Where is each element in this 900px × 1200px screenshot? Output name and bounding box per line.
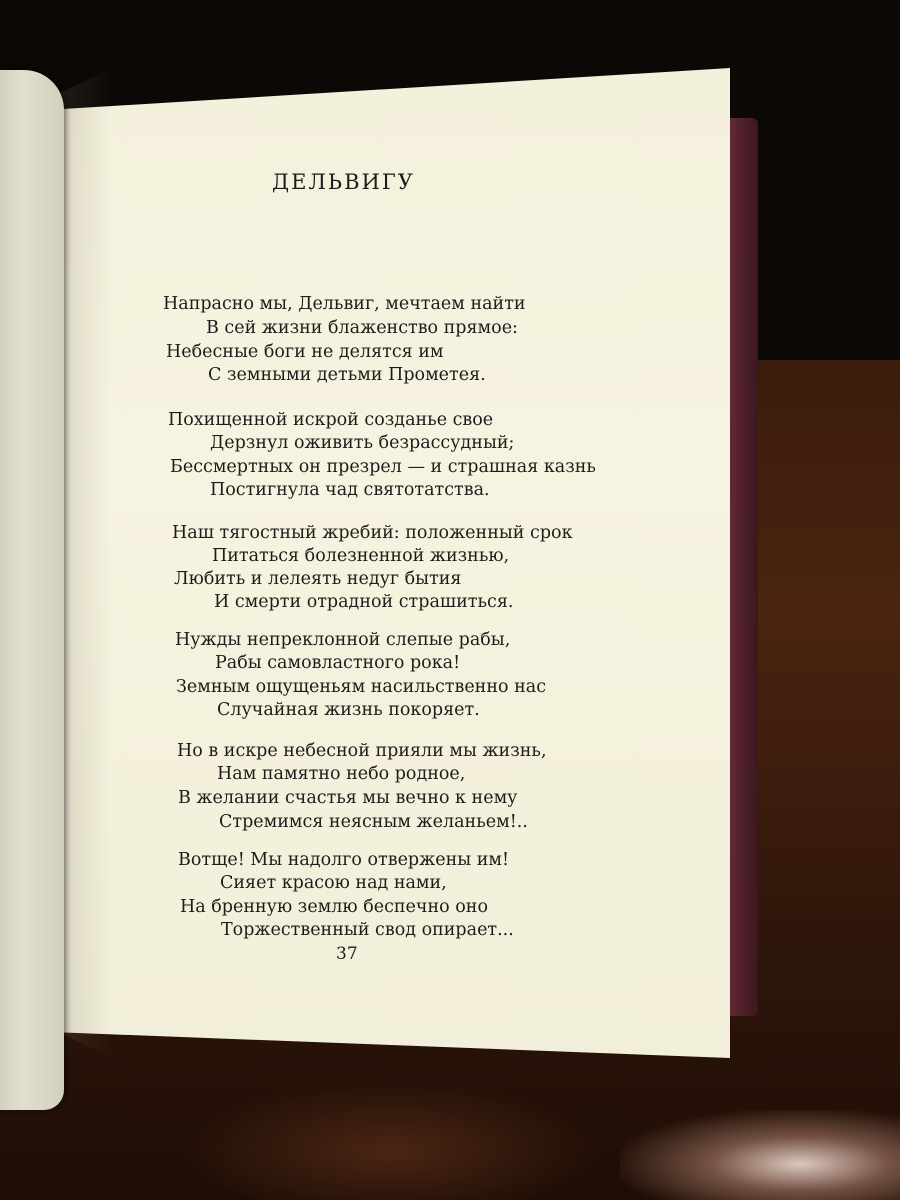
poem-line: Наш тягостный жребий: положенный срок <box>172 523 573 543</box>
poem-line: Нужды непреклонной слепые рабы, <box>175 630 511 650</box>
poem-line: Нам памятно небо родное, <box>217 764 466 784</box>
poem-line: В желании счастья мы вечно к нему <box>178 788 518 808</box>
poem-line: В сей жизни блаженство прямое: <box>206 318 518 338</box>
poem-line: Похищенной искрой созданье свое <box>168 410 494 430</box>
poem-line: С земными детьми Прометея. <box>208 365 486 385</box>
poem-line: Вотще! Мы надолго отвержены им! <box>178 850 510 870</box>
poem-line: Случайная жизнь покоряет. <box>217 700 480 720</box>
poem-line: Постигнула чад святотатства. <box>210 480 490 500</box>
poem-line: Питаться болезненной жизнью, <box>212 546 510 566</box>
poem-line: На бренную землю беспечно оно <box>180 897 488 917</box>
poem-line: Напрасно мы, Дельвиг, мечтаем найти <box>163 294 526 314</box>
poem-title: ДЕЛЬВИГУ <box>272 170 415 194</box>
poem-line: Небесные боги не делятся им <box>166 342 444 362</box>
poem-line: Дерзнул оживить безрассудный; <box>210 433 515 453</box>
poem-line: Рабы самовластного рока! <box>215 653 461 673</box>
poem-line: Но в искре небесной прияли мы жизнь, <box>177 741 547 761</box>
poem-line: Любить и лелеять недуг бытия <box>174 569 462 589</box>
poem-line: Стремимся неясным желаньем!.. <box>219 812 528 832</box>
poem-line: И смерти отрадной страшиться. <box>214 592 514 612</box>
page-number: 37 <box>336 944 358 964</box>
poem-line: Сияет красою над нами, <box>220 873 447 893</box>
poem-line: Бессмертных он презрел — и страшная казнь <box>170 457 596 477</box>
poem-line: Торжественный свод опирает... <box>221 920 514 940</box>
poem-line: Земным ощущеньям насильственно нас <box>176 677 546 697</box>
